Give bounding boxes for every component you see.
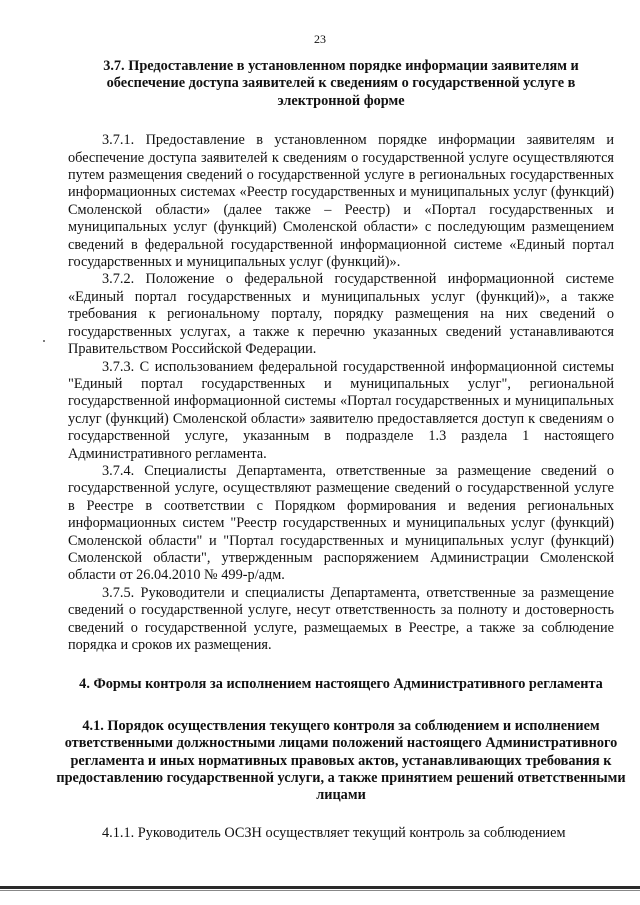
paragraph-3-7-3: 3.7.3. С использованием федеральной государственной информационной системы "Единый портал государственных и муниципальных услуг", региональной государственной информационной системы «Портал государственных и муниципальных услуг (функций) Смоленской области» заявителю предоставляется доступ к сведениям о государственной услуге, указанным в подразделе 1.3 раздела 1 настоящего Административного регламента. bbox=[68, 358, 614, 462]
paragraph-3-7-1: 3.7.1. Предоставление в установленном порядке информации заявителям и обеспечение доступа заявителей к сведениям о государственной услуге осуществляются путем размещения сведений о государственной услуге в региональных государственных информационных системах «Реестр государственных и муниципальных услуг (функций) Смоленской области» (далее также – Реестр) и «Портал государственных и муниципальных услуг (функций) Смоленской области» с последующим размещением сведений в федеральной государственной информационной системе «Единый портал государственных и муниципальных услуг (функций)». bbox=[68, 132, 614, 271]
scan-bottom-edge-shadow bbox=[0, 890, 640, 891]
scan-speck bbox=[43, 340, 45, 342]
paragraph-3-7-5: 3.7.5. Руководители и специалисты Департамента, ответственные за размещение сведений о государственной услуге, несут ответственность за полноту и достоверность сведений о государственной услуге, размещаемых в Реестре, а также за соблюдение порядка и сроков их размещения. bbox=[68, 584, 614, 653]
paragraph-3-7-4: 3.7.4. Специалисты Департамента, ответственные за размещение сведений о государственной услуге, осуществляют размещение сведений о государственной услуге в Реестре в соответствии с Порядком формирования и ведения региональных информационных систем "Реестр государственных и муниципальных услуг (функций) Смоленской области" и "Портал государственных и муниципальных услуг (функций) Смоленской области", утвержденным распоряжением Администрации Смоленской области от 26.04.2010 № 499-р/адм. bbox=[68, 462, 614, 584]
paragraph-3-7-2: 3.7.2. Положение о федеральной государственной информационной системе «Единый портал государственных и муниципальных услуг (функций)», а также требования к региональному порталу, порядку размещения на них сведений о государственных услугах, а также к перечню указанных сведений устанавливаются Правительством Российской Федерации. bbox=[68, 271, 614, 358]
document-body bbox=[56, 58, 626, 842]
page-number: 23 bbox=[314, 32, 326, 46]
paragraph-4-1-1: 4.1.1. Руководитель ОСЗН осуществляет текущий контроль за соблюдением bbox=[102, 824, 566, 841]
section-3-7-heading: 3.7. Предоставление в установленном порядке информации заявителям и обеспечение доступа заявителей к сведениям о государственной услуге в электронной форме bbox=[103, 58, 579, 109]
scan-bottom-edge bbox=[0, 886, 640, 889]
section-4-heading: 4. Формы контроля за исполнением настоящего Административного регламента bbox=[79, 676, 603, 693]
section-4-1-heading: 4.1. Порядок осуществления текущего контроля за соблюдением и исполнением ответственными должностными лицами положений настоящего Административного регламента и иных нормативных правовых актов, устанавливающих требования к предоставлению государственной услуги, а также принятием решений ответственными лицами bbox=[56, 717, 626, 804]
